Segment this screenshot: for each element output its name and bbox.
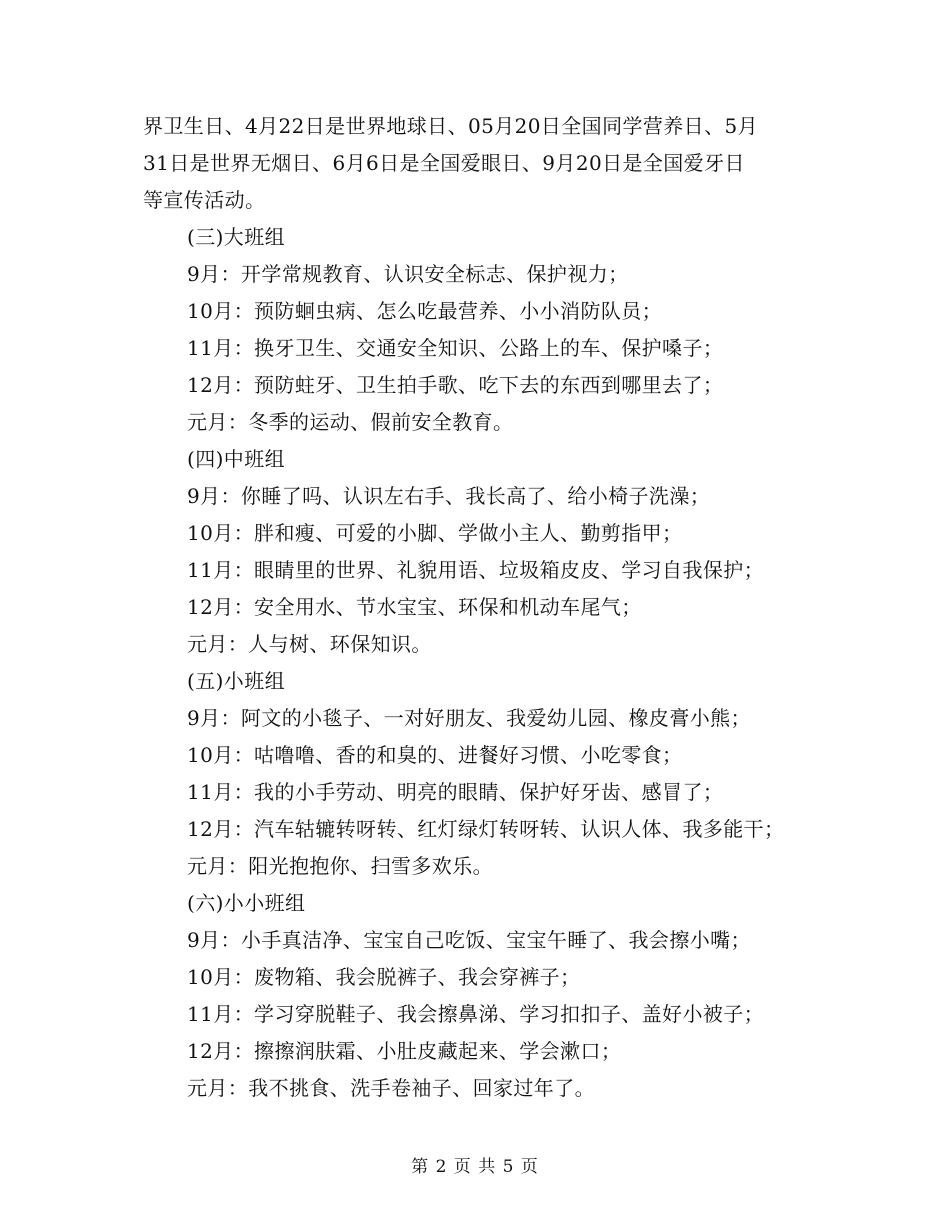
paragraph-line: 9月：阿文的小毯子、一对好朋友、我爱幼儿园、橡皮膏小熊；	[187, 706, 751, 730]
paragraph-line: 界卫生日、4月22日是世界地球日、05月20日全国同学营养日、5月	[143, 114, 758, 138]
section-heading: (五)小班组	[187, 669, 286, 693]
paragraph-line: 11月：眼睛里的世界、礼貌用语、垃圾箱皮皮、学习自我保护；	[187, 558, 765, 582]
paragraph-line: 9月：你睡了吗、认识左右手、我长高了、给小椅子洗澡；	[187, 484, 711, 508]
paragraph-line: 12月：预防蛀牙、卫生拍手歌、吃下去的东西到哪里去了；	[187, 373, 724, 397]
paragraph-line: 11月：换牙卫生、交通安全知识、公路上的车、保护嗓子；	[187, 336, 724, 360]
paragraph-line: 等宣传活动。	[143, 188, 266, 212]
section-heading: (三)大班组	[187, 225, 286, 249]
paragraph-line: 9月：小手真洁净、宝宝自己吃饭、宝宝午睡了、我会擦小嘴；	[187, 928, 751, 952]
paragraph-line: 10月：预防蛔虫病、怎么吃最营养、小小消防队员；	[187, 299, 663, 323]
paragraph-line: 元月：我不挑食、洗手卷袖子、回家过年了。	[187, 1076, 595, 1100]
paragraph-line: 10月：废物箱、我会脱裤子、我会穿裤子；	[187, 965, 581, 989]
paragraph-line: 11月：学习穿脱鞋子、我会擦鼻涕、学习扣扣子、盖好小被子；	[187, 1002, 765, 1026]
paragraph-line: 元月：冬季的运动、假前安全教育。	[187, 410, 514, 434]
paragraph-line: 12月：汽车轱辘转呀转、红灯绿灯转呀转、认识人体、我多能干；	[187, 817, 785, 841]
paragraph-line: 12月：安全用水、节水宝宝、环保和机动车尾气；	[187, 595, 642, 619]
paragraph-line: 12月：擦擦润肤霜、小肚皮藏起来、学会漱口；	[187, 1039, 622, 1063]
section-heading: (四)中班组	[187, 447, 286, 471]
paragraph-line: 元月：阳光抱抱你、扫雪多欢乐。	[187, 854, 493, 878]
paragraph-line: 10月：咕噜噜、香的和臭的、进餐好习惯、小吃零食；	[187, 743, 683, 767]
paragraph-line: 9月：开学常规教育、认识安全标志、保护视力；	[187, 262, 629, 286]
paragraph-line: 元月：人与树、环保知识。	[187, 632, 432, 656]
paragraph-line: 10月：胖和瘦、可爱的小脚、学做小主人、勤剪指甲；	[187, 521, 683, 545]
section-heading: (六)小小班组	[187, 891, 306, 915]
paragraph-line: 11月：我的小手劳动、明亮的眼睛、保护好牙齿、感冒了；	[187, 780, 724, 804]
page-footer: 第 2 页 共 5 页	[411, 1157, 539, 1177]
paragraph-line: 31日是世界无烟日、6月6日是全国爱眼日、9月20日是全国爱牙日	[143, 151, 745, 175]
document-body	[143, 108, 823, 1107]
